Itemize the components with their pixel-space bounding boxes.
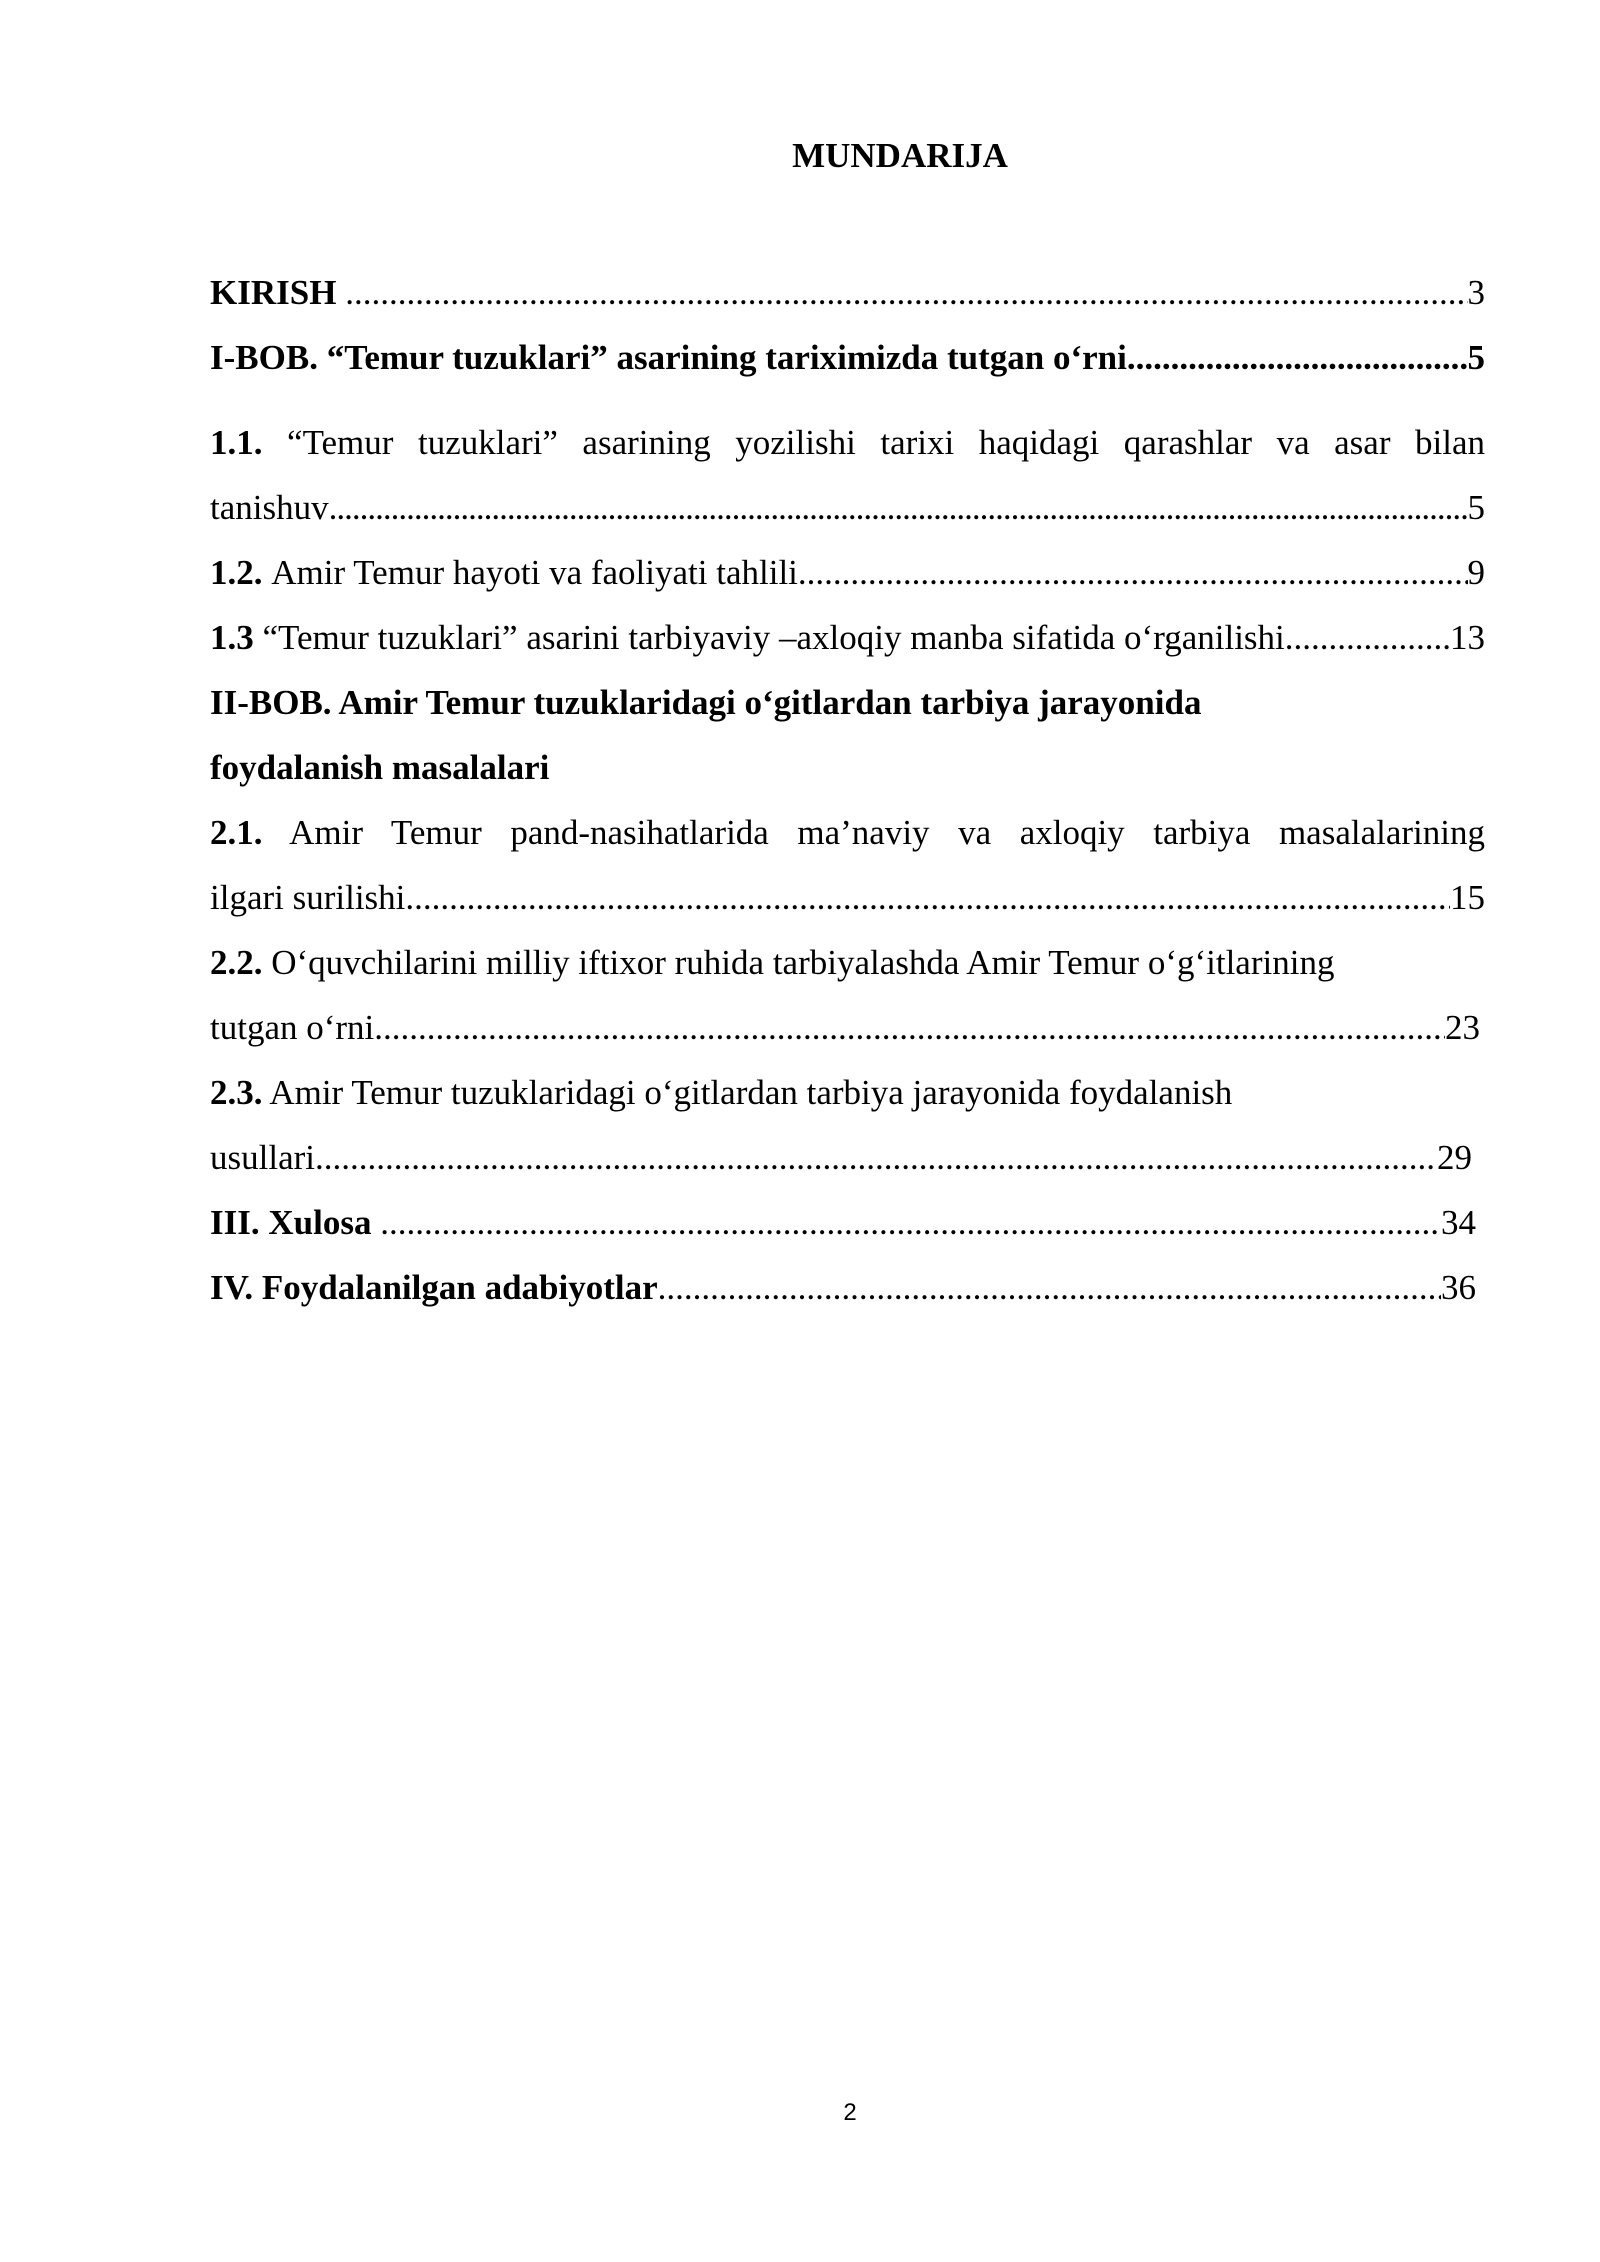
section-number: 1.3 [210,618,254,657]
toc-entry-2-1-line1[interactable] [210,800,1485,865]
toc-label: “Temur tuzuklari” asarining yozilishi tarixi haqidagi qarashlar va asar bilan [287,423,1485,462]
table-of-contents [210,260,1485,1320]
toc-label: KIRISH [210,273,337,312]
toc-entry-1-1-line2[interactable] [210,475,1485,540]
toc-label: usullari [210,1138,315,1177]
toc-label: I-BOB. “Temur tuzuklari” asarining tariximizda tutgan o‘rni [210,338,1127,377]
toc-label: foydalanish masalalari [210,748,550,787]
toc-entry-1-3[interactable] [210,605,1485,670]
leader-dots [658,1255,1441,1320]
toc-page-number: 9 [1467,553,1485,592]
toc-label: tutgan o‘rni [210,1008,375,1047]
leader-dots [371,1190,1441,1255]
leader-dots [315,1125,1437,1190]
section-number: 2.2. [210,943,263,982]
toc-page-number: 13 [1450,618,1485,657]
toc-label: II-BOB. Amir Temur tuzuklaridagi o‘gitlardan tarbiya jarayonida [210,683,1202,722]
leader-dots [374,995,1445,1060]
section-number: 1.1. [210,423,263,462]
toc-entry-bob2-line1[interactable] [210,670,1485,735]
leader-dots [329,475,1468,540]
toc-label: III. Xulosa [210,1203,372,1242]
toc-page-number: 34 [1441,1203,1476,1242]
toc-label: O‘quvchilarini milliy iftixor ruhida tarbiyalashda Amir Temur o‘g‘itlarining [271,943,1335,982]
toc-label: IV. Foydalanilgan adabiyotlar [210,1268,658,1307]
toc-page-number: 15 [1450,878,1485,917]
toc-entry-adabiyotlar[interactable] [210,1255,1476,1320]
section-number: 2.3. [210,1073,263,1112]
toc-label: “Temur tuzuklari” asarini tarbiyaviy –axloqiy manba sifatida o‘rganilishi [262,618,1285,657]
toc-entry-bob1[interactable] [210,325,1485,390]
section-number: 1.2. [210,553,263,592]
leader-dots [405,865,1450,930]
toc-label: Amir Temur pand-nasihatlarida ma’naviy va axloqiy tarbiya masalalarining [289,813,1485,852]
leader-dots [1127,325,1468,390]
toc-page-number: 5 [1467,488,1485,527]
page-title: MUNDARIJA [792,136,1008,175]
toc-label: Amir Temur hayoti va faoliyati tahlili [271,553,798,592]
leader-dots [798,540,1468,605]
toc-page-number: 29 [1437,1138,1472,1177]
toc-entry-2-1-line2[interactable] [210,865,1485,930]
toc-page-number: 23 [1445,1008,1480,1047]
toc-entry-1-2[interactable] [210,540,1485,605]
toc-entry-2-3-line1[interactable] [210,1060,1485,1125]
toc-page-number: 3 [1467,273,1485,312]
toc-page-number: 36 [1441,1268,1476,1307]
toc-label: ilgari surilishi [210,878,406,917]
toc-entry-xulosa[interactable] [210,1190,1476,1255]
page-number: 2 [843,2099,857,2126]
toc-entry-bob2-line2[interactable] [210,735,1485,800]
toc-page-number: 5 [1467,338,1485,377]
toc-label: tanishuv [210,488,329,527]
toc-entry-kirish[interactable] [210,260,1485,325]
toc-label: Amir Temur tuzuklaridagi o‘gitlardan tarbiya jarayonida foydalanish [269,1073,1233,1112]
toc-entry-1-1-line1[interactable] [210,410,1485,475]
leader-dots [1285,605,1450,670]
toc-entry-2-2-line2[interactable] [210,995,1480,1060]
section-number: 2.1. [210,813,263,852]
toc-entry-2-2-line1[interactable] [210,930,1485,995]
leader-dots [336,260,1467,325]
toc-entry-2-3-line2[interactable] [210,1125,1472,1190]
